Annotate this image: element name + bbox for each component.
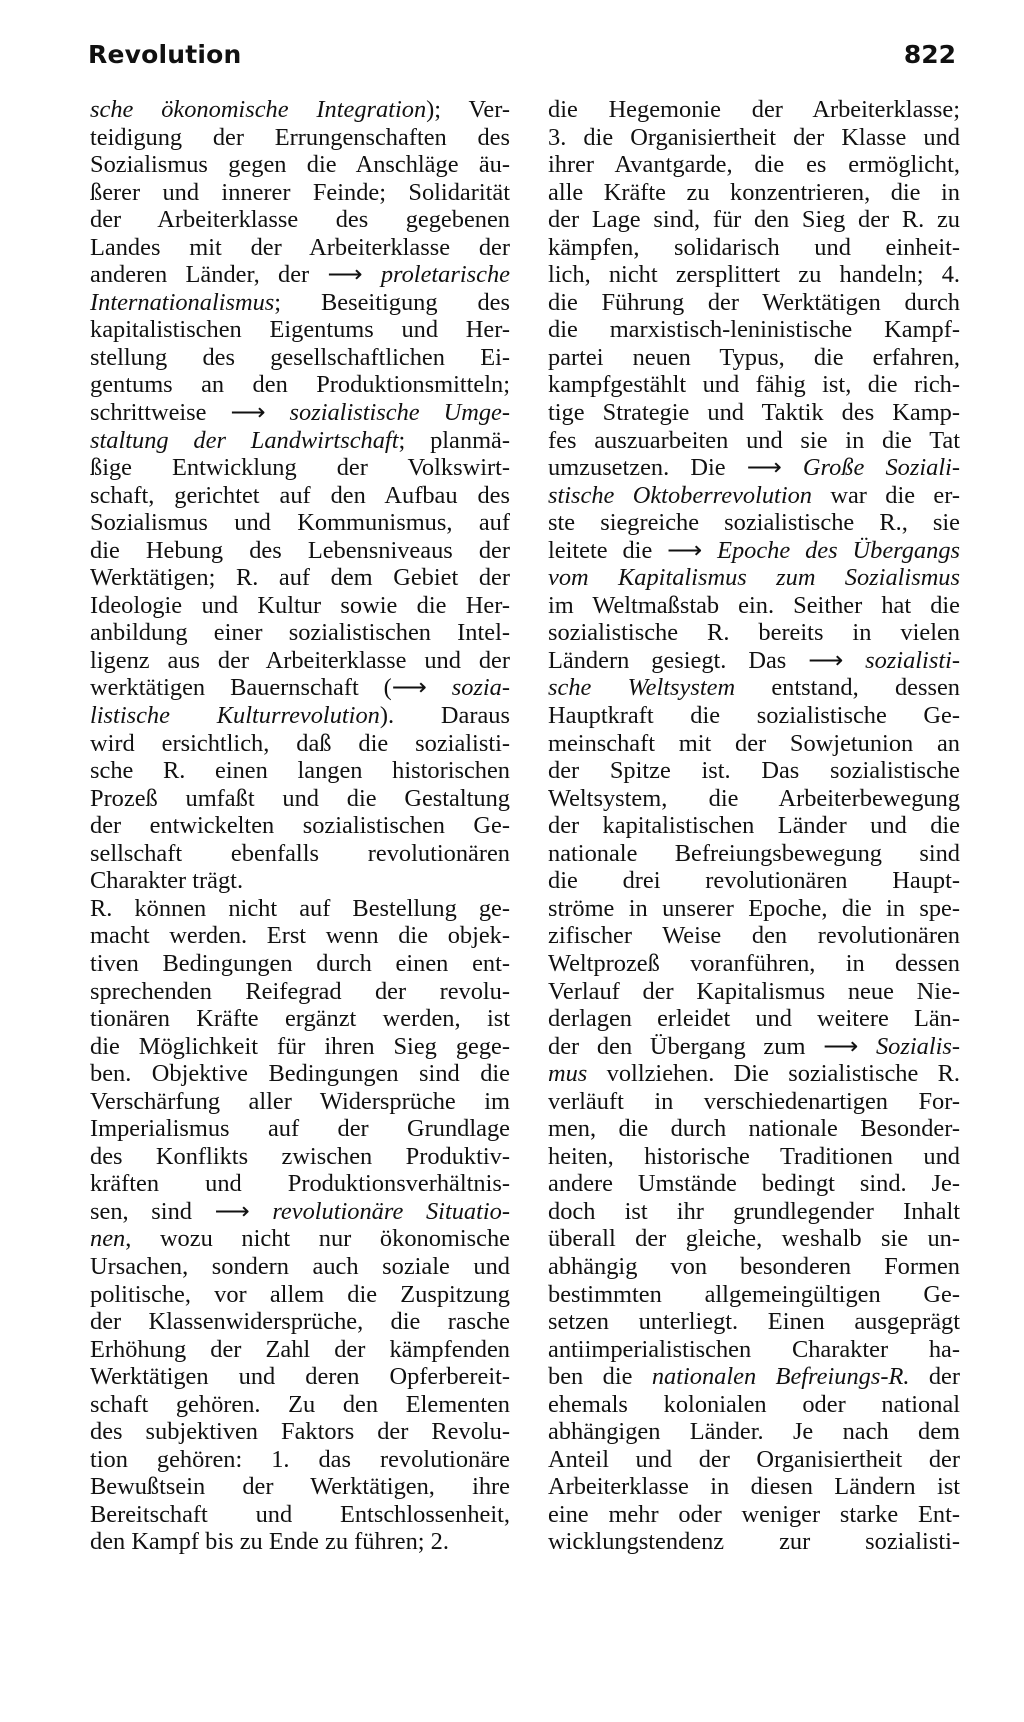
text-line [90,399,510,427]
text-line [90,234,510,262]
body-text: Erhöhung der Zahl der kämpfenden [90,1335,510,1363]
cross-reference-text: Große Soziali- [802,454,960,482]
text-column-right [548,96,960,1556]
body-text: kämpfen, solidarisch und einheit- [548,233,960,261]
text-line [90,1033,510,1061]
body-text: die Hebung des Lebensniveaus der [90,536,510,564]
body-text: war die er- [812,481,960,509]
body-text: ben. Objektive Bedingungen sind die [90,1060,510,1088]
body-text: lich, nicht zersplittert zu handeln; 4. [548,261,960,289]
text-line [548,702,960,730]
text-line [90,1225,510,1253]
text-line [90,812,510,840]
text-line [90,950,510,978]
text-line [548,1060,960,1088]
body-text: sche R. einen langen historischen [90,757,510,785]
text-line [90,757,510,785]
body-text: der kapitalistischen Länder und die [548,812,960,840]
body-text: Sozialismus gegen die Anschläge äu- [90,151,510,179]
body-text: die Hegemonie der Arbeiterklasse; [548,96,960,123]
body-text: kräften und Produktionsverhältnis- [90,1170,510,1198]
text-line [548,1253,960,1281]
text-line [90,1363,510,1391]
text-line [90,840,510,868]
text-line [90,1391,510,1419]
text-line [90,509,510,537]
text-line [90,730,510,758]
text-line [548,427,960,455]
text-line [548,124,960,152]
text-line [548,730,960,758]
text-line [90,867,510,895]
text-line [90,427,510,455]
body-text: teidigung der Errungenschaften des [90,123,510,151]
body-text: 3. die Organisiertheit der Klasse und [548,123,960,151]
text-line [90,1198,510,1226]
body-text: Ländern gesiegt. Das ⟶ [548,646,866,674]
body-text: doch ist ihr grundlegender Inhalt [548,1197,960,1225]
text-line [90,619,510,647]
text-line [548,1198,960,1226]
text-line [548,895,960,923]
text-line [90,482,510,510]
body-text: heiten, historische Traditionen und [548,1142,960,1170]
body-text: ehemals kolonialen oder national [548,1390,960,1418]
page-header [88,40,956,80]
body-text: bestimmten allgemeingültigen Ge- [548,1280,960,1308]
body-text: Verschärfung aller Widersprüche im [90,1087,510,1115]
body-text: tion gehören: 1. das revolutionäre [90,1445,510,1473]
cross-reference-text: Sozialis- [875,1032,960,1060]
text-line [548,179,960,207]
text-line [90,1088,510,1116]
text-line [548,812,960,840]
text-line [548,261,960,289]
body-text: schrittweise ⟶ [90,399,290,427]
body-text: des Konflikts zwischen Produktiv- [90,1142,510,1170]
text-line [90,316,510,344]
text-line [548,289,960,317]
text-line [548,206,960,234]
text-line [548,674,960,702]
cross-reference-text: Internationalismus [90,288,275,316]
body-text: andere Umstände bedingt sind. Je- [548,1170,960,1198]
text-line [90,592,510,620]
text-line [548,757,960,785]
text-line [548,1391,960,1419]
body-text: den Kampf bis zu Ende zu führen; 2. [90,1528,449,1556]
text-line [548,537,960,565]
text-column-left [90,96,510,1556]
body-text: meinschaft mit der Sowjetunion an [548,729,960,757]
text-line [90,1501,510,1529]
body-text: die marxistisch-leninistische Kampf- [548,316,960,344]
text-line [548,1115,960,1143]
body-text: werktätigen Bauernschaft (⟶ [90,674,452,702]
text-line [548,922,960,950]
text-line [548,1033,960,1061]
text-line [548,978,960,1006]
body-text: men, die durch nationale Besonder- [548,1115,960,1143]
text-line [548,482,960,510]
body-text: der entwickelten sozialistischen Ge- [90,812,510,840]
body-text: anbildung einer sozialistischen Intel- [90,619,510,647]
text-line [548,619,960,647]
text-line [90,1446,510,1474]
text-line [90,1005,510,1033]
body-text: des subjektiven Faktors der Revolu- [90,1418,510,1446]
text-line [90,785,510,813]
text-line [90,1170,510,1198]
cross-reference-text: Epoche des Übergangs [717,536,961,564]
text-line [90,371,510,399]
body-text: der [909,1363,960,1391]
body-text: ste siegreiche sozialistische R., sie [548,509,960,537]
body-text: anderen Länder, der ⟶ [90,261,381,289]
text-line [548,1088,960,1116]
body-text: ßerer und innerer Feinde; Solidarität [90,178,510,206]
body-text: Weltsystem, die Arbeiterbewegung [548,784,960,812]
body-text: setzen unterliegt. Einen ausgeprägt [548,1308,960,1336]
text-line [548,867,960,895]
cross-reference-text: proletarische [380,261,510,289]
body-text: ßige Entwicklung der Volkswirt- [90,454,510,482]
body-text: Imperialismus auf der Grundlage [90,1115,510,1143]
body-text: tige Strategie und Taktik des Kamp- [548,399,960,427]
body-text: Werktätigen; R. auf dem Gebiet der [90,564,510,592]
text-line [90,344,510,372]
body-text: abhängigen Länder. Je nach dem [548,1418,960,1446]
body-text: tiven Bedingungen durch einen ent- [90,949,510,977]
text-line [548,785,960,813]
body-text: , wozu nicht nur ökonomische [125,1225,510,1253]
text-line [548,1446,960,1474]
body-text: kapitalistischen Eigentums und Her- [90,316,510,344]
text-line [90,1143,510,1171]
body-text: entstand, dessen [735,674,960,702]
body-text: antiimperialistischen Charakter ha- [548,1335,960,1363]
body-text: ligenz aus der Arbeiterklasse und der [90,646,510,674]
body-text: Ursachen, sondern auch soziale und [90,1252,510,1280]
body-text: abhängig von besonderen Formen [548,1252,960,1280]
text-line [548,840,960,868]
body-text: wird ersichtlich, daß die sozialisti- [90,729,510,757]
text-line [548,454,960,482]
text-line [90,124,510,152]
text-line [90,702,510,730]
text-line [90,564,510,592]
text-line [548,399,960,427]
cross-reference-text: listische Kulturrevolution [90,702,380,730]
body-text: Bereitschaft und Entschlossenheit, [90,1500,510,1528]
body-text: Landes mit der Arbeiterklasse der [90,233,510,261]
text-line [90,1281,510,1309]
body-text: nationale Befreiungsbewegung sind [548,839,960,867]
body-text: schaft gehören. Zu den Elementen [90,1390,510,1418]
text-line [548,1281,960,1309]
body-text: schaft, gerichtet auf den Aufbau des [90,481,510,509]
page-number: 822 [903,40,956,69]
body-text: sozialistische R. bereits in vielen [548,619,960,647]
body-text: überall der gleiche, weshalb sie un- [548,1225,960,1253]
text-line [90,454,510,482]
body-text: wicklungstendenz zur sozialisti- [548,1528,960,1556]
body-text: die Möglichkeit für ihren Sieg gege- [90,1032,510,1060]
body-text: ihrer Avantgarde, die es ermöglicht, [548,151,960,179]
body-text: der den Übergang zum ⟶ [548,1032,876,1060]
text-line [548,96,960,124]
body-text: kampfgestählt und fähig ist, die rich- [548,371,960,399]
body-text: Verlauf der Kapitalismus neue Nie- [548,977,960,1005]
body-text: ); Ver- [426,96,510,123]
text-line [548,1501,960,1529]
body-text: R. können nicht auf Bestellung ge- [90,894,510,922]
text-line [90,674,510,702]
text-line [90,1336,510,1364]
body-text: sprechenden Reifegrad der revolu- [90,977,510,1005]
text-line [90,261,510,289]
body-text: Prozeß umfaßt und die Gestaltung [90,784,510,812]
body-text: alle Kräfte zu konzentrieren, die in [548,178,960,206]
text-line [548,1308,960,1336]
body-text: umzusetzen. Die ⟶ [548,454,803,482]
text-line [548,371,960,399]
text-line [548,1143,960,1171]
text-line [90,1253,510,1281]
cross-reference-text: sozialisti- [865,646,960,674]
text-line [90,537,510,565]
body-text: derlagen erleidet und weitere Län- [548,1005,960,1033]
body-text: gentums an den Produktionsmitteln; [90,371,510,399]
text-line [90,1115,510,1143]
cross-reference-text: staltung der Landwirtschaft [90,426,399,454]
text-line [90,1060,510,1088]
body-text: politische, vor allem die Zuspitzung [90,1280,510,1308]
text-line [90,96,510,124]
text-line [548,509,960,537]
text-line [548,1528,960,1556]
body-text: Bewußtsein der Werktätigen, ihre [90,1473,510,1501]
cross-reference-text: nationalen Befreiungs-R. [651,1363,910,1391]
text-line [548,344,960,372]
text-line [548,151,960,179]
text-line [90,1418,510,1446]
cross-reference-text: nen [90,1225,126,1253]
text-line [548,1418,960,1446]
text-line [90,922,510,950]
body-text: im Weltmaßstab ein. Seither hat die [548,591,960,619]
text-line [90,647,510,675]
body-text: Arbeiterklasse in diesen Ländern ist [548,1473,960,1501]
body-text: leitete die ⟶ [548,536,718,564]
text-line [548,564,960,592]
body-text: verläuft in verschiedenartigen For- [548,1087,960,1115]
text-line [90,895,510,923]
cross-reference-text: sozia- [451,674,510,702]
body-text: ben die [548,1363,652,1391]
cross-reference-text: stische Oktoberrevolution [548,481,813,509]
body-text: Werktätigen und deren Opferbereit- [90,1363,510,1391]
body-text: macht werden. Erst wenn die objek- [90,922,510,950]
text-line [548,647,960,675]
text-line [90,1528,510,1556]
text-line [90,206,510,234]
body-text: ; Beseitigung des [274,288,510,316]
text-line [548,1170,960,1198]
cross-reference-text: sche Weltsystem [548,674,736,702]
cross-reference-text: sche ökonomische Integration [90,96,427,123]
cross-reference-text: revolutionäre Situatio- [272,1197,510,1225]
body-text: der Arbeiterklasse des gegebenen [90,206,510,234]
body-text: der Lage sind, für den Sieg der R. zu [548,206,960,234]
body-text: fes auszuarbeiten und sie in die Tat [548,426,960,454]
text-line [548,950,960,978]
text-line [548,592,960,620]
body-text: tionären Kräfte ergänzt werden, ist [90,1005,510,1033]
text-line [548,1363,960,1391]
body-text: sellschaft ebenfalls revolutionären [90,839,510,867]
body-text: Anteil und der Organisiertheit der [548,1445,960,1473]
body-text: ). Daraus [379,702,510,730]
text-line [548,316,960,344]
body-text: partei neuen Typus, die erfahren, [548,343,960,371]
cross-reference-text: vom Kapitalismus zum Sozialismus [548,564,960,592]
body-text: vollziehen. Die sozialistische R. [587,1060,960,1088]
text-line [548,1005,960,1033]
body-text: Charakter trägt. [90,867,244,895]
body-text: ; planmä- [398,426,510,454]
text-line [90,1308,510,1336]
body-text: die Führung der Werktätigen durch [548,288,960,316]
text-line [90,179,510,207]
body-text: sen, sind ⟶ [90,1197,273,1225]
text-line [90,978,510,1006]
body-text: der Klassenwidersprüche, die rasche [90,1308,510,1336]
body-text: stellung des gesellschaftlichen Ei- [90,343,510,371]
text-line [548,1336,960,1364]
text-line [90,151,510,179]
text-line [548,1225,960,1253]
cross-reference-text: mus [548,1060,588,1088]
text-line [90,1473,510,1501]
body-text: ströme in unserer Epoche, die in spe- [548,894,960,922]
body-text: Weltprozeß voranführen, in dessen [548,949,960,977]
body-text: die drei revolutionären Haupt- [548,867,960,895]
entry-title: Revolution [88,40,242,69]
body-text: Sozialismus und Kommunismus, auf [90,509,510,537]
cross-reference-text: sozialistische Umge- [289,399,510,427]
body-text: der Spitze ist. Das sozialistische [548,757,960,785]
text-line [90,289,510,317]
body-text: Ideologie und Kultur sowie die Her- [90,591,510,619]
text-line [548,1473,960,1501]
body-text: eine mehr oder weniger starke Ent- [548,1500,960,1528]
body-text: zifischer Weise den revolutionären [548,922,960,950]
body-text: Hauptkraft die sozialistische Ge- [548,702,960,730]
text-line [548,234,960,262]
